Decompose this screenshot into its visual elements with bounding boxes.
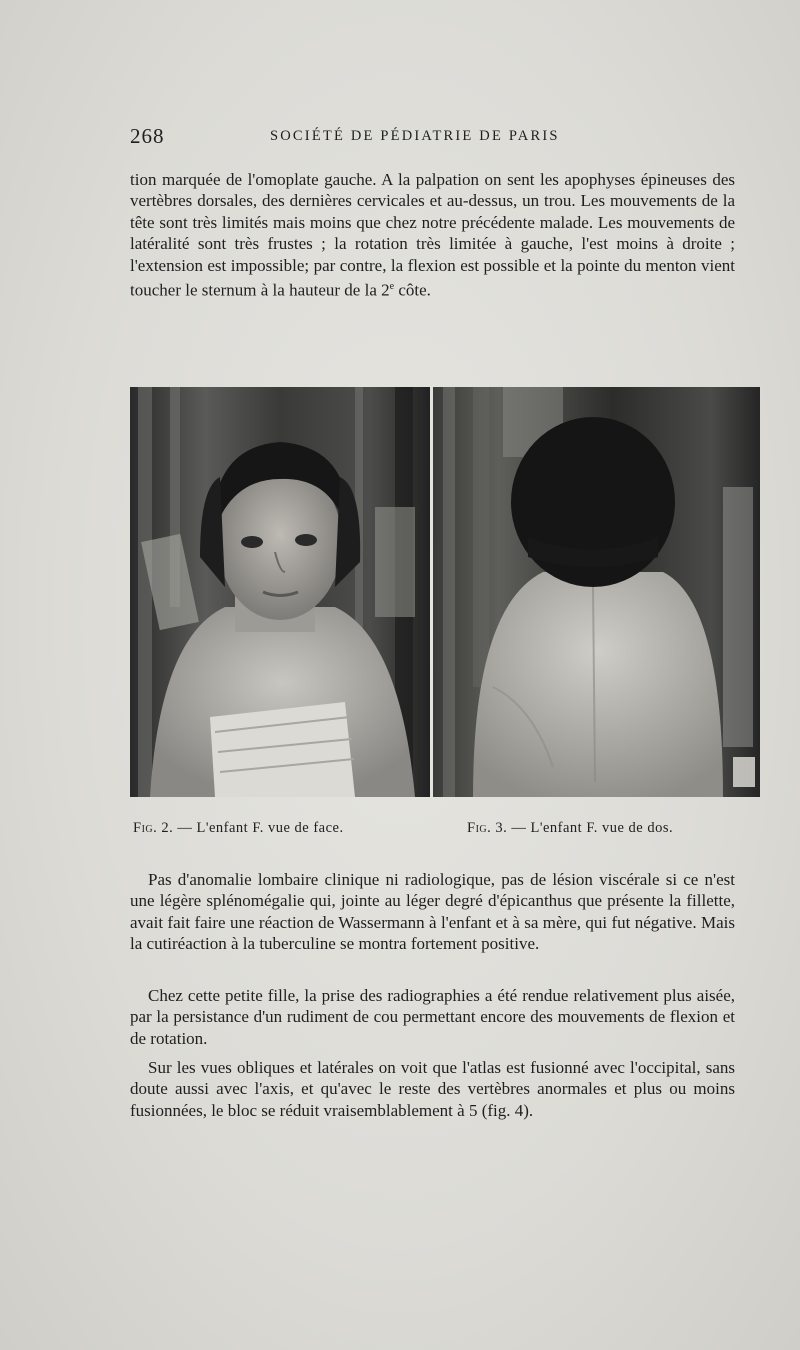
figure-3-label: Fig. 3. [467, 820, 508, 836]
paragraph-4: Sur les vues obliques et latérales on voit que l'atlas est fusionné avec l'occipital, sans doute aussi avec l'axis, et qu'avec le reste des vertèbres anormales et plus ou moins fusionnées, le bloc se réduit vraisemblablement à 5 (fig. 4). [130, 1058, 735, 1120]
running-head: SOCIÉTÉ DE PÉDIATRIE DE PARIS [270, 128, 560, 144]
paragraph-1-text-end: côte. [394, 280, 431, 300]
figure-3-photo-back-view [433, 387, 760, 797]
paragraph-1 [130, 169, 735, 301]
page-header [130, 124, 735, 154]
paragraph-3: Chez cette petite fille, la prise des radiographies a été rendue relativement plus aisée, par la persistance d'un rudiment de cou permettant encore des mouvements de flexion et de rotation. [130, 986, 735, 1048]
figure-3-caption [467, 820, 673, 837]
figure-3-caption-text: — L'enfant F. vue de dos. [507, 820, 674, 836]
paragraph-1-superscript: e [389, 281, 395, 293]
figure-2-caption [133, 820, 344, 837]
figure-2-photo-front-view [130, 387, 430, 797]
paragraph-2: Pas d'anomalie lombaire clinique ni radiologique, pas de lésion viscérale si ce n'est une légère splénomégalie qui, jointe au léger degré d'épicanthus que présente la fillette, avait fait faire une réaction de Wassermann à l'enfant et à sa mère, qui fut négative. Mais la cutiréaction à la tuberculine se montra fortement positive. [130, 870, 735, 954]
figure-2-label: Fig. 2. [133, 820, 174, 836]
page-number: 268 [130, 124, 165, 148]
figure-2-caption-text: — L'enfant F. vue de face. [173, 820, 344, 836]
paragraph-1-text: tion marquée de l'omoplate gauche. A la palpation on sent les apophyses épineuses des vertèbres dorsales, des dernières cervicales et au-dessus, un trou. Les mouvements de la tête sont très limités mais moins que chez notre précédente malade. Les mouvements de latéralité sont très frustes ; la rotation très limitée à gauche, l'est moins à droite ; l'extension est impossible; par contre, la flexion est possible et la pointe du menton vient toucher le sternum à la hauteur de la 2 [130, 170, 735, 300]
